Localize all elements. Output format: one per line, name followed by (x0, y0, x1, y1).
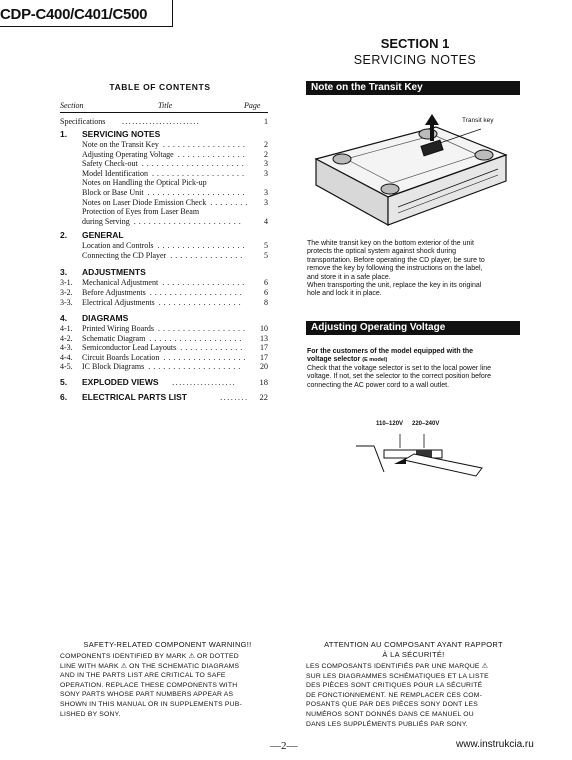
text-line: COMPONENTS IDENTIFIED BY MARK ⚠ OR DOTTED (60, 653, 239, 660)
toc-entry-page: 5 (264, 241, 268, 250)
toc-section-title: DIAGRAMS (82, 313, 129, 323)
toc-entry-page: 20 (260, 362, 268, 372)
model-note: (E model) (362, 357, 388, 364)
toc-entry-number: 4-2. (60, 333, 73, 343)
toc-entry-label: Before Adjustments (82, 287, 146, 297)
toc-leader: ....................... (122, 117, 201, 126)
model-number: CDP-C400/C401/C500 (0, 6, 148, 23)
toc-leader: ............... (170, 251, 246, 260)
toc-entry-label: Model Identification (82, 168, 148, 178)
toc-entry-label: Schematic Diagram (82, 333, 146, 343)
section-title: SECTION 1 (380, 36, 450, 51)
toc-section-number: 2. (60, 230, 68, 240)
transit-key-text (307, 240, 522, 299)
toc-entry-page: 3 (264, 188, 268, 197)
toc-entry-page: 22 (259, 392, 268, 402)
toc-entry-label: Circuit Boards Location (82, 352, 160, 362)
text-line: DES PIÈCES SONT CRITIQUES POUR LA SÉCURITÉ (306, 682, 483, 690)
safety-warning-title-fr: ATTENTION AU COMPOSANT AYANT RAPPORT (324, 640, 503, 649)
safety-warning-body-en (60, 652, 290, 719)
toc-entry-label: Adjusting Operating Voltage (82, 149, 174, 159)
toc-section-6[interactable] (60, 392, 268, 402)
toc-section-4[interactable] (60, 313, 129, 323)
voltage-label-low: 110–120V (376, 421, 404, 427)
toc-entry-label: during Serving (82, 216, 130, 226)
toc-entry-number: 4-4. (60, 352, 73, 362)
header-rule (0, 26, 172, 27)
text-line: connecting the AC power cord to a wall outlet. (307, 381, 450, 389)
text-line: LES COMPOSANTS IDENTIFIÉS PAR UNE MARQUE ⚠ (306, 663, 489, 670)
toc-entry-label: Printed Wiring Boards (82, 324, 154, 333)
page-number: —2— (270, 740, 298, 752)
toc-entry-number: 3-3. (60, 297, 73, 307)
toc-entry-label: IC Block Diagrams (82, 362, 145, 372)
text-line: POSANTS QUE PAR DES PIÈCES SONY DONT LES (306, 701, 478, 709)
toc-section-2[interactable] (60, 230, 124, 240)
toc-leader: ................... (148, 362, 244, 372)
toc-leader: .................. (157, 324, 248, 333)
toc-leader: ................... (149, 333, 245, 343)
toc-entry-page: 4 (264, 216, 268, 226)
toc-entry-label: Notes on Handling the Optical Pick-up (82, 178, 207, 188)
voltage-label-high: 220–240V (412, 421, 440, 427)
text-line: When transporting the unit, replace the key in its original (307, 282, 482, 290)
toc-section-title: GENERAL (82, 230, 124, 240)
text-line: hole and lock it in place. (307, 290, 382, 298)
toc-leader: ............. (180, 343, 246, 353)
text-line: OPERATION. REPLACE THESE COMPONENTS WITH (60, 681, 238, 689)
toc-section-number: 5. (60, 377, 68, 387)
safety-warning-body-fr (306, 662, 536, 729)
toc-entry-page: 2 (264, 140, 268, 149)
toc-leader: ................... (149, 287, 245, 297)
toc-entry-label: Specifications (60, 117, 106, 126)
text-line: voltage. If not, set the selector to the correct position before (307, 373, 492, 381)
text-line: NUMÉROS SONT DONNÉS DANS CE MANUEL OU (306, 710, 474, 718)
text-line: LISHED BY SONY. (60, 710, 121, 718)
toc-entry-page: 2 (264, 149, 268, 159)
text-line: The white transit key on the bottom exterior of the unit (307, 240, 474, 247)
voltage-text (307, 348, 522, 390)
toc-entry-page: 1 (264, 117, 268, 126)
operating-voltage-heading: Adjusting Operating Voltage (306, 321, 520, 335)
toc-section-title: ELECTRICAL PARTS LIST (82, 392, 187, 402)
text-line: SUR LES DIAGRAMMES SCHÉMATIQUES ET LA LISTE (306, 672, 489, 680)
toc-section-number: 6. (60, 392, 68, 402)
toc-entry-page: 8 (264, 297, 268, 307)
toc-leader: ...................... (133, 216, 244, 226)
header-rule-vertical (172, 0, 173, 27)
toc-section-1[interactable] (60, 129, 161, 139)
toc-entry-page: 17 (260, 343, 268, 353)
toc-col-title: Title (158, 101, 173, 110)
toc-section-number: 3. (60, 267, 68, 277)
toc-leader: .............. (177, 149, 248, 159)
toc-entry-label: Location and Controls (82, 241, 154, 250)
toc-leader: .................... (147, 188, 248, 197)
toc-entry-label: Mechanical Adjustment (82, 278, 159, 287)
text-line: voltage selector (307, 356, 361, 364)
toc-entry-label: Connecting the CD Player (82, 251, 167, 260)
text-line: SONY PARTS WHOSE PART NUMBERS APPEAR AS (60, 691, 234, 699)
toc-entry-label: Electrical Adjustments (82, 297, 155, 307)
text-line: AND IN THE PARTS LIST ARE CRITICAL TO SAFE (60, 672, 226, 680)
toc-leader: ................... (151, 168, 247, 178)
text-line: protects the optical system against shock during (307, 248, 457, 256)
toc-header-rule (60, 112, 268, 113)
toc-entry-page: 6 (264, 287, 268, 297)
toc-leader: ................. (162, 278, 248, 287)
toc-entry-number: 3-1. (60, 278, 73, 287)
toc-leader: ..................... (141, 159, 247, 169)
toc-section-title: SERVICING NOTES (82, 129, 161, 139)
safety-warning-title-en: SAFETY-RELATED COMPONENT WARNING!! (83, 640, 252, 649)
toc-col-section: Section (60, 101, 84, 110)
text-line: LINE WITH MARK ⚠ ON THE SCHEMATIC DIAGRAMS (60, 662, 240, 670)
toc-section-title: ADJUSTMENTS (82, 267, 146, 277)
toc-entry-page: 6 (264, 278, 268, 287)
toc-leader: ........ (210, 197, 251, 207)
toc-section-5[interactable] (60, 377, 268, 387)
toc-entry-page: 18 (259, 377, 268, 387)
text-line: SHOWN IN THIS MANUAL OR IN SUPPLEMENTS PUB- (60, 700, 242, 708)
safety-warning-subtitle-fr: À LA SÉCURITÉ! (382, 650, 445, 659)
toc-col-page: Page (244, 101, 261, 110)
text-line: transportation. Before operating the CD player, be sure to (307, 256, 485, 264)
toc-leader: ................. (158, 297, 244, 307)
text-line: DANS LES SUPPLÉMENTS PUBLIÉS PAR SONY. (306, 720, 468, 728)
text-line: remove the key by following the instructions on the label, (307, 265, 483, 273)
toc-entry-label: Safety Check-out (82, 159, 138, 169)
transit-key-label: Transit key (462, 117, 494, 124)
text-line: For the customers of the model equipped with the (307, 348, 474, 355)
toc-leader: ................. (163, 352, 249, 362)
toc-entry-page: 5 (264, 251, 268, 260)
toc-leader: .................. (157, 241, 248, 250)
toc-title: TABLE OF CONTENTS (109, 82, 211, 92)
toc-entry-label: Protection of Eyes from Laser Beam (82, 207, 200, 217)
toc-entry-number: 3-2. (60, 287, 73, 297)
toc-entry-page: 13 (260, 333, 268, 343)
source-credit[interactable]: www.instrukcia.ru (456, 739, 534, 750)
toc-leader: ................. (162, 140, 248, 149)
toc-leader: ........ (220, 392, 249, 402)
toc-section-number: 1. (60, 129, 68, 139)
toc-entry-number: 4-1. (60, 324, 73, 333)
toc-entry-number: 4-5. (60, 362, 73, 372)
toc-entry-label: Block or Base Unit (82, 188, 144, 197)
toc-entry-page: 3 (264, 159, 268, 169)
transit-key-heading: Note on the Transit Key (306, 81, 520, 95)
toc-entry-number: 4-3. (60, 343, 73, 353)
toc-entry-label: Semiconductor Lead Layouts (82, 343, 177, 353)
toc-entry-page: 3 (264, 168, 268, 178)
toc-section-3[interactable] (60, 267, 146, 277)
toc-section-title: EXPLODED VIEWS (82, 377, 159, 387)
toc-entry-label: Note on the Transit Key (82, 140, 159, 149)
toc-leader: .................. (172, 377, 237, 387)
text-line: Check that the voltage selector is set to the local power line (307, 364, 492, 372)
text-line: and store it in a safe place. (307, 273, 391, 281)
toc-entry-page: 3 (264, 197, 268, 207)
toc-entry-label: Notes on Laser Diode Emission Check (82, 197, 207, 207)
toc-entry-page: 17 (260, 352, 268, 362)
toc-section-number: 4. (60, 313, 68, 323)
section-subtitle: SERVICING NOTES (353, 53, 477, 67)
toc-entry-page: 10 (260, 324, 268, 333)
text-line: DE FONCTIONNEMENT. NE REMPLACER CES COM- (306, 691, 483, 699)
